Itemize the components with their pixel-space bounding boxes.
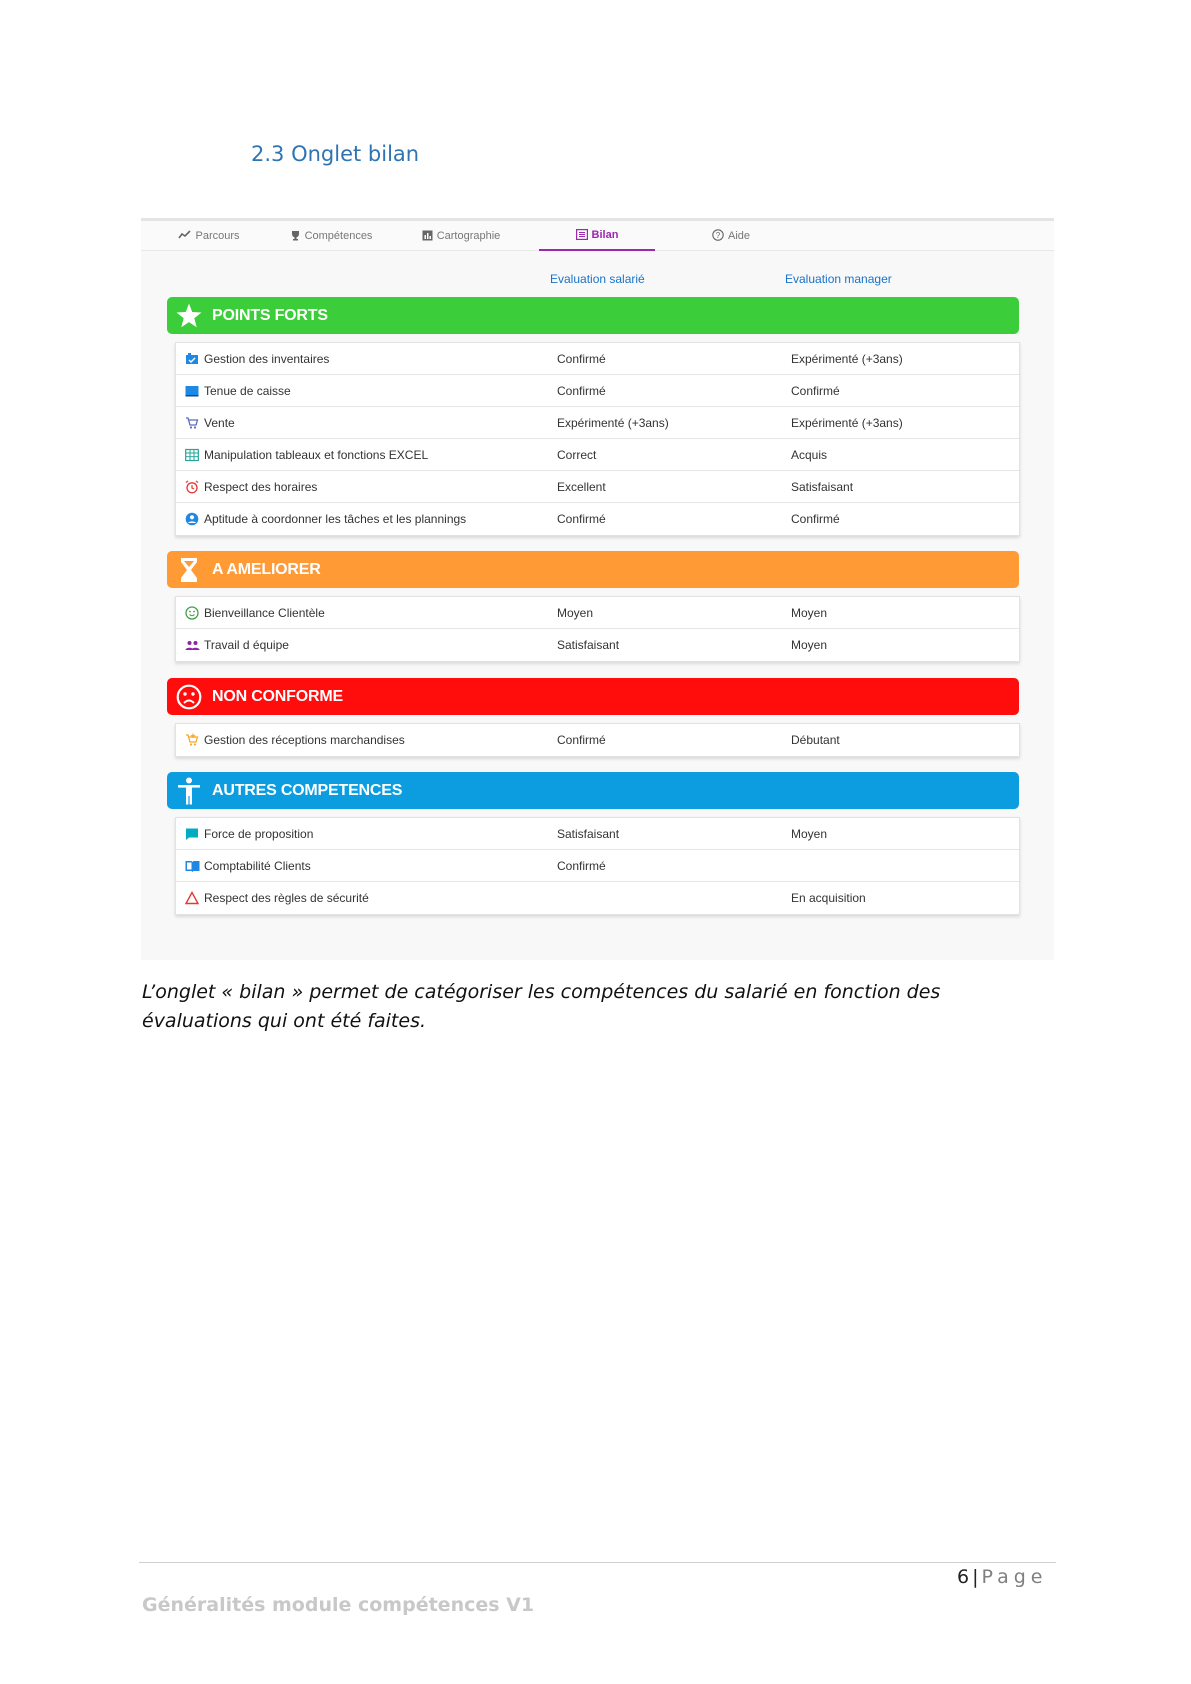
table-row: [176, 818, 1019, 850]
trophy-icon: [290, 230, 301, 243]
tab-label: Compétences: [304, 230, 373, 242]
table-row: [176, 503, 1019, 535]
book-icon: [185, 859, 199, 873]
row-employee-evaluation: Confirmé: [557, 859, 606, 873]
team-icon: [185, 638, 199, 652]
help-icon: [712, 229, 724, 243]
row-skill-name: Force de proposition: [204, 827, 314, 841]
tab-bar: [141, 221, 1054, 251]
category-card-a-ameliorer: [175, 596, 1020, 662]
tab-aide[interactable]: [701, 221, 761, 251]
page-number-value: 6: [957, 1566, 970, 1588]
row-manager-evaluation: Moyen: [791, 638, 828, 652]
category-header-non-conforme: [167, 678, 1019, 715]
person-icon: [175, 777, 203, 805]
category-title: NON CONFORME: [212, 687, 343, 705]
table-row: [176, 724, 1019, 756]
row-skill-name: Respect des horaires: [204, 480, 318, 494]
inventory-icon: [185, 352, 199, 366]
row-skill-name: Aptitude à coordonner les tâches et les plannings: [204, 512, 467, 526]
row-manager-evaluation: En acquisition: [791, 891, 866, 905]
table-row: [176, 439, 1019, 471]
row-manager-evaluation: Débutant: [791, 733, 840, 747]
caption-paragraph: L’onglet « bilan » permet de catégoriser les compétences du salarié en fonction des évaluations qui ont été faites.: [142, 981, 941, 1032]
row-manager-evaluation: Expérimenté (+3ans): [791, 352, 903, 366]
row-employee-evaluation: Confirmé: [557, 512, 606, 526]
column-header-employee: Evaluation salarié: [550, 272, 645, 286]
row-employee-evaluation: Satisfaisant: [557, 827, 620, 841]
table-row: [176, 471, 1019, 503]
table-row: [176, 375, 1019, 407]
section-heading: 2.3 Onglet bilan: [251, 142, 420, 166]
table-row: [176, 407, 1019, 439]
row-skill-name: Vente: [204, 416, 235, 430]
table-row: [176, 629, 1019, 661]
trend-line-icon: [178, 230, 191, 242]
row-manager-evaluation: Moyen: [791, 606, 828, 620]
row-employee-evaluation: Excellent: [557, 480, 606, 494]
user-circle-icon: [185, 512, 199, 526]
row-skill-name: Comptabilité Clients: [204, 859, 311, 873]
tab-label: Parcours: [195, 230, 240, 242]
tab-bilan[interactable]: [539, 221, 655, 251]
cash-register-icon: [185, 384, 199, 398]
page-word: Page: [981, 1566, 1048, 1588]
row-employee-evaluation: Satisfaisant: [557, 638, 620, 652]
comment-icon: [185, 827, 199, 841]
row-skill-name: Bienveillance Clientèle: [204, 606, 325, 620]
footer-divider: [139, 1562, 1056, 1563]
category-header-autres-competences: [167, 772, 1019, 809]
category-card-points-forts: [175, 342, 1020, 536]
cart-add-icon: [185, 733, 199, 747]
table-row: [176, 597, 1019, 629]
row-manager-evaluation: Expérimenté (+3ans): [791, 416, 903, 430]
smiley-icon: [185, 606, 199, 620]
page-number: 6 | Page: [957, 1566, 1048, 1588]
table-row: [176, 850, 1019, 882]
row-skill-name: Gestion des inventaires: [204, 352, 330, 366]
row-manager-evaluation: Confirmé: [791, 384, 840, 398]
hourglass-icon: [175, 556, 203, 584]
cart-icon: [185, 416, 199, 430]
row-employee-evaluation: Confirmé: [557, 352, 606, 366]
tab-label: Aide: [727, 230, 751, 242]
sad-face-icon: [175, 683, 203, 711]
star-icon: [175, 302, 203, 330]
tab-parcours[interactable]: [169, 221, 249, 251]
column-header-manager: Evaluation manager: [785, 272, 892, 286]
warning-triangle-icon: [185, 891, 199, 905]
tab-label: Bilan: [591, 229, 619, 241]
row-manager-evaluation: Moyen: [791, 827, 828, 841]
category-header-points-forts: [167, 297, 1019, 334]
row-skill-name: Manipulation tableaux et fonctions EXCEL: [204, 448, 429, 462]
tab-label: Cartographie: [436, 230, 501, 242]
row-employee-evaluation: Confirmé: [557, 733, 606, 747]
list-icon: [576, 229, 588, 242]
row-skill-name: Gestion des réceptions marchandises: [204, 733, 405, 747]
row-manager-evaluation: Acquis: [791, 448, 828, 462]
svg-text:?: ?: [715, 231, 721, 240]
row-employee-evaluation: Moyen: [557, 606, 594, 620]
row-skill-name: Tenue de caisse: [204, 384, 291, 398]
row-skill-name: Respect des règles de sécurité: [204, 891, 369, 905]
category-title: A AMELIORER: [212, 560, 321, 578]
tab-competences[interactable]: [281, 221, 381, 251]
row-employee-evaluation: Correct: [557, 448, 597, 462]
app-screenshot: [141, 218, 1054, 960]
table-icon: [185, 448, 199, 462]
table-row: [176, 343, 1019, 375]
row-employee-evaluation: Confirmé: [557, 384, 606, 398]
category-card-autres-competences: [175, 817, 1020, 915]
tab-cartographie[interactable]: [411, 221, 511, 251]
category-title: AUTRES COMPETENCES: [212, 781, 403, 799]
row-manager-evaluation: Satisfaisant: [791, 480, 854, 494]
alarm-clock-icon: [185, 480, 199, 494]
row-skill-name: Travail d équipe: [204, 638, 289, 652]
row-employee-evaluation: Expérimenté (+3ans): [557, 416, 669, 430]
chart-icon: [422, 230, 433, 243]
row-manager-evaluation: Confirmé: [791, 512, 840, 526]
category-card-non-conforme: [175, 723, 1020, 757]
category-header-a-ameliorer: [167, 551, 1019, 588]
category-title: POINTS FORTS: [212, 306, 328, 324]
footer-title: Généralités module compétences V1: [142, 1594, 535, 1616]
table-row: [176, 882, 1019, 914]
